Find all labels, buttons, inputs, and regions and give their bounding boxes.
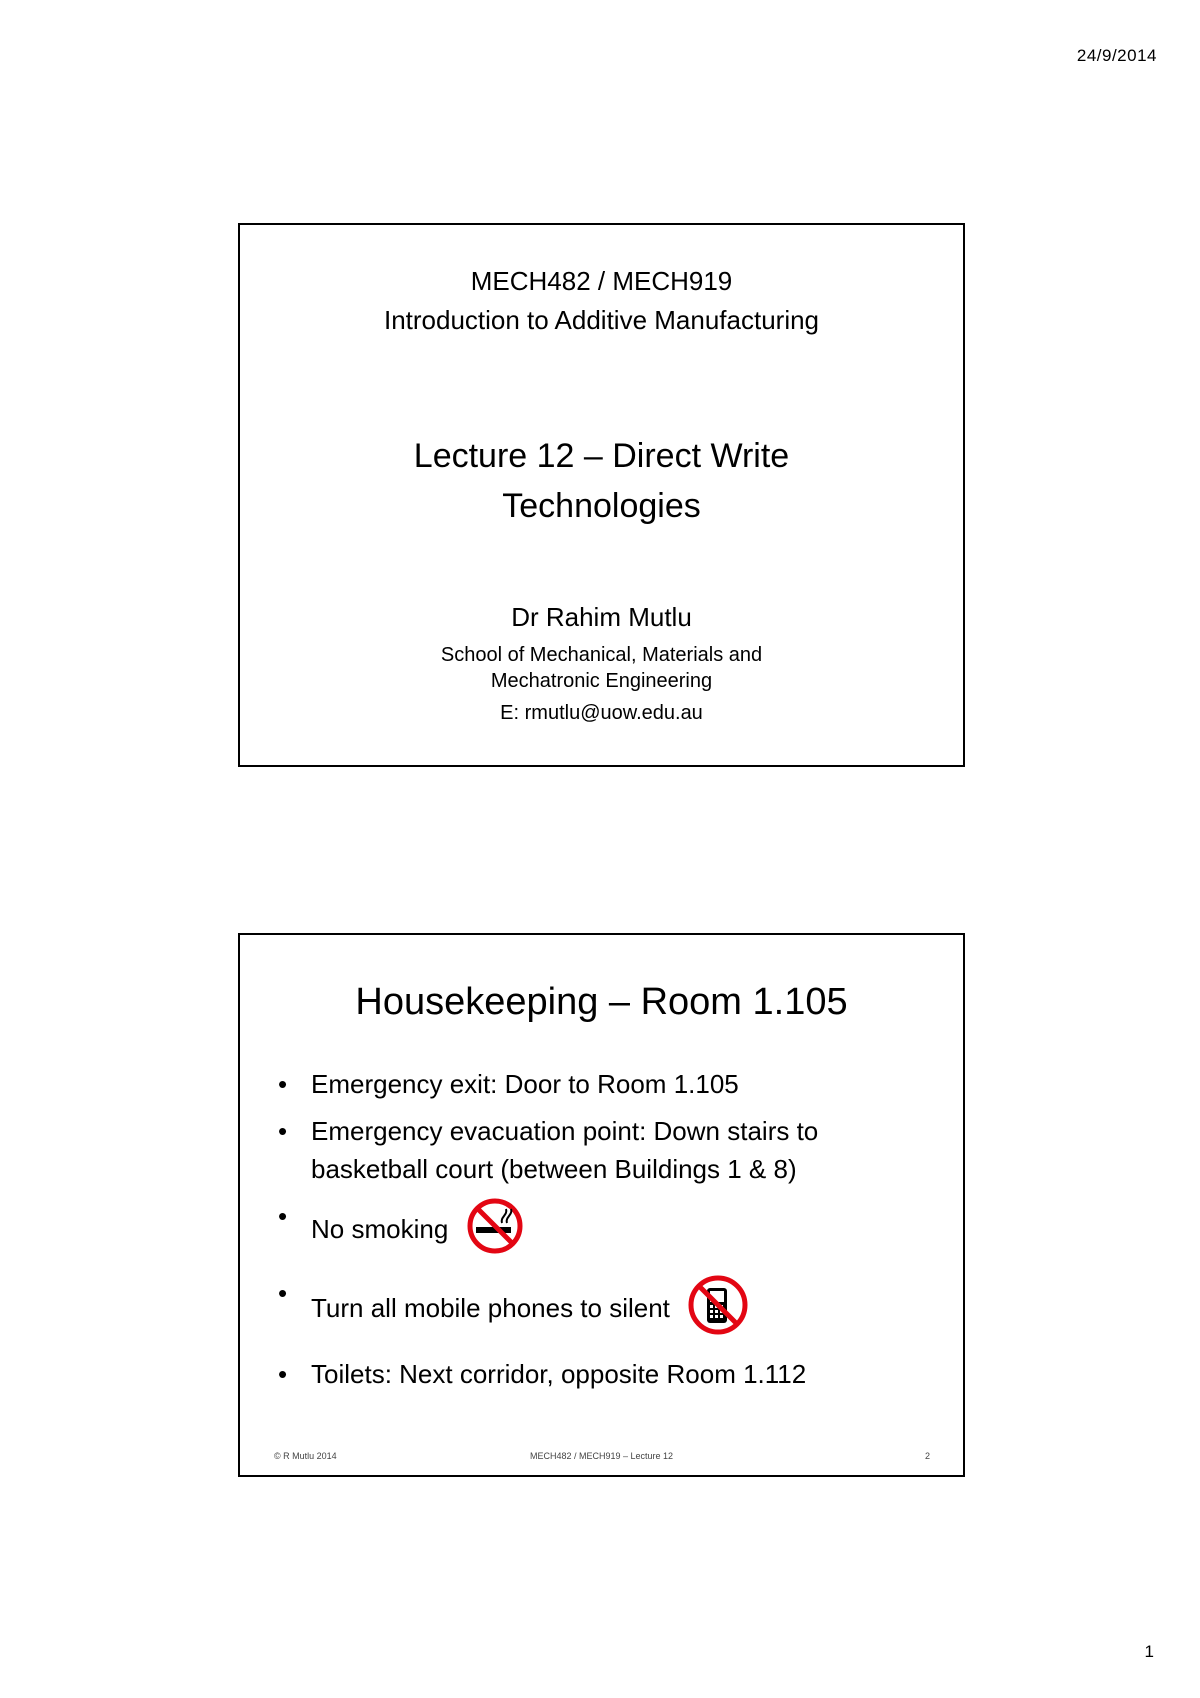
school-line2: Mechatronic Engineering bbox=[490, 670, 713, 692]
bullet-text: Toilets: Next corridor, opposite Room 1.112 bbox=[311, 1359, 807, 1389]
no-mobile-phone-icon bbox=[687, 1274, 749, 1346]
lecture-title-line2: Technologies bbox=[502, 487, 701, 525]
course-code: MECH482 / MECH919 bbox=[470, 266, 733, 296]
school-line1: School of Mechanical, Materials and bbox=[440, 644, 763, 666]
bullet-text: Emergency exit: Door to Room 1.105 bbox=[311, 1069, 739, 1099]
lecture-title-line1: Lecture 12 – Direct Write bbox=[413, 437, 790, 475]
bullet-text: No smoking bbox=[311, 1213, 449, 1244]
lecturer-email: E: rmutlu@uow.edu.au bbox=[500, 702, 703, 724]
slide-title bbox=[238, 223, 965, 767]
page-date: 24/9/2014 bbox=[1076, 46, 1157, 65]
lecturer-name: Dr Rahim Mutlu bbox=[511, 602, 692, 632]
bullet-evacuation-point bbox=[278, 1112, 943, 1188]
bullet-mobile-phones bbox=[278, 1274, 943, 1346]
slide-footer-copyright: © R Mutlu 2014 bbox=[274, 1451, 337, 1461]
slide-footer-course: MECH482 / MECH919 – Lecture 12 bbox=[529, 1451, 674, 1461]
slide-title-housekeeping: Housekeeping – Room 1.105 bbox=[355, 981, 848, 1023]
bullet-text-line1: • Emergency evacuation point: Down stairs to bbox=[311, 1116, 819, 1146]
school-name bbox=[240, 642, 963, 694]
bullet-list bbox=[278, 1065, 943, 1402]
bullet-text: Turn all mobile phones to silent bbox=[311, 1292, 670, 1323]
no-smoking-icon bbox=[466, 1197, 524, 1265]
bullet-no-smoking bbox=[278, 1197, 943, 1265]
bullet-emergency-exit bbox=[278, 1065, 943, 1103]
bullet-toilets bbox=[278, 1355, 943, 1393]
slide-footer-number: 2 bbox=[924, 1451, 930, 1461]
lecture-title bbox=[240, 431, 963, 531]
slide-housekeeping bbox=[238, 933, 965, 1477]
bullet-text-line2: basketball court (between Buildings 1 & 8) bbox=[311, 1154, 797, 1184]
course-name: Introduction to Additive Manufacturing bbox=[383, 305, 820, 335]
page-number: 1 bbox=[1144, 1642, 1154, 1661]
